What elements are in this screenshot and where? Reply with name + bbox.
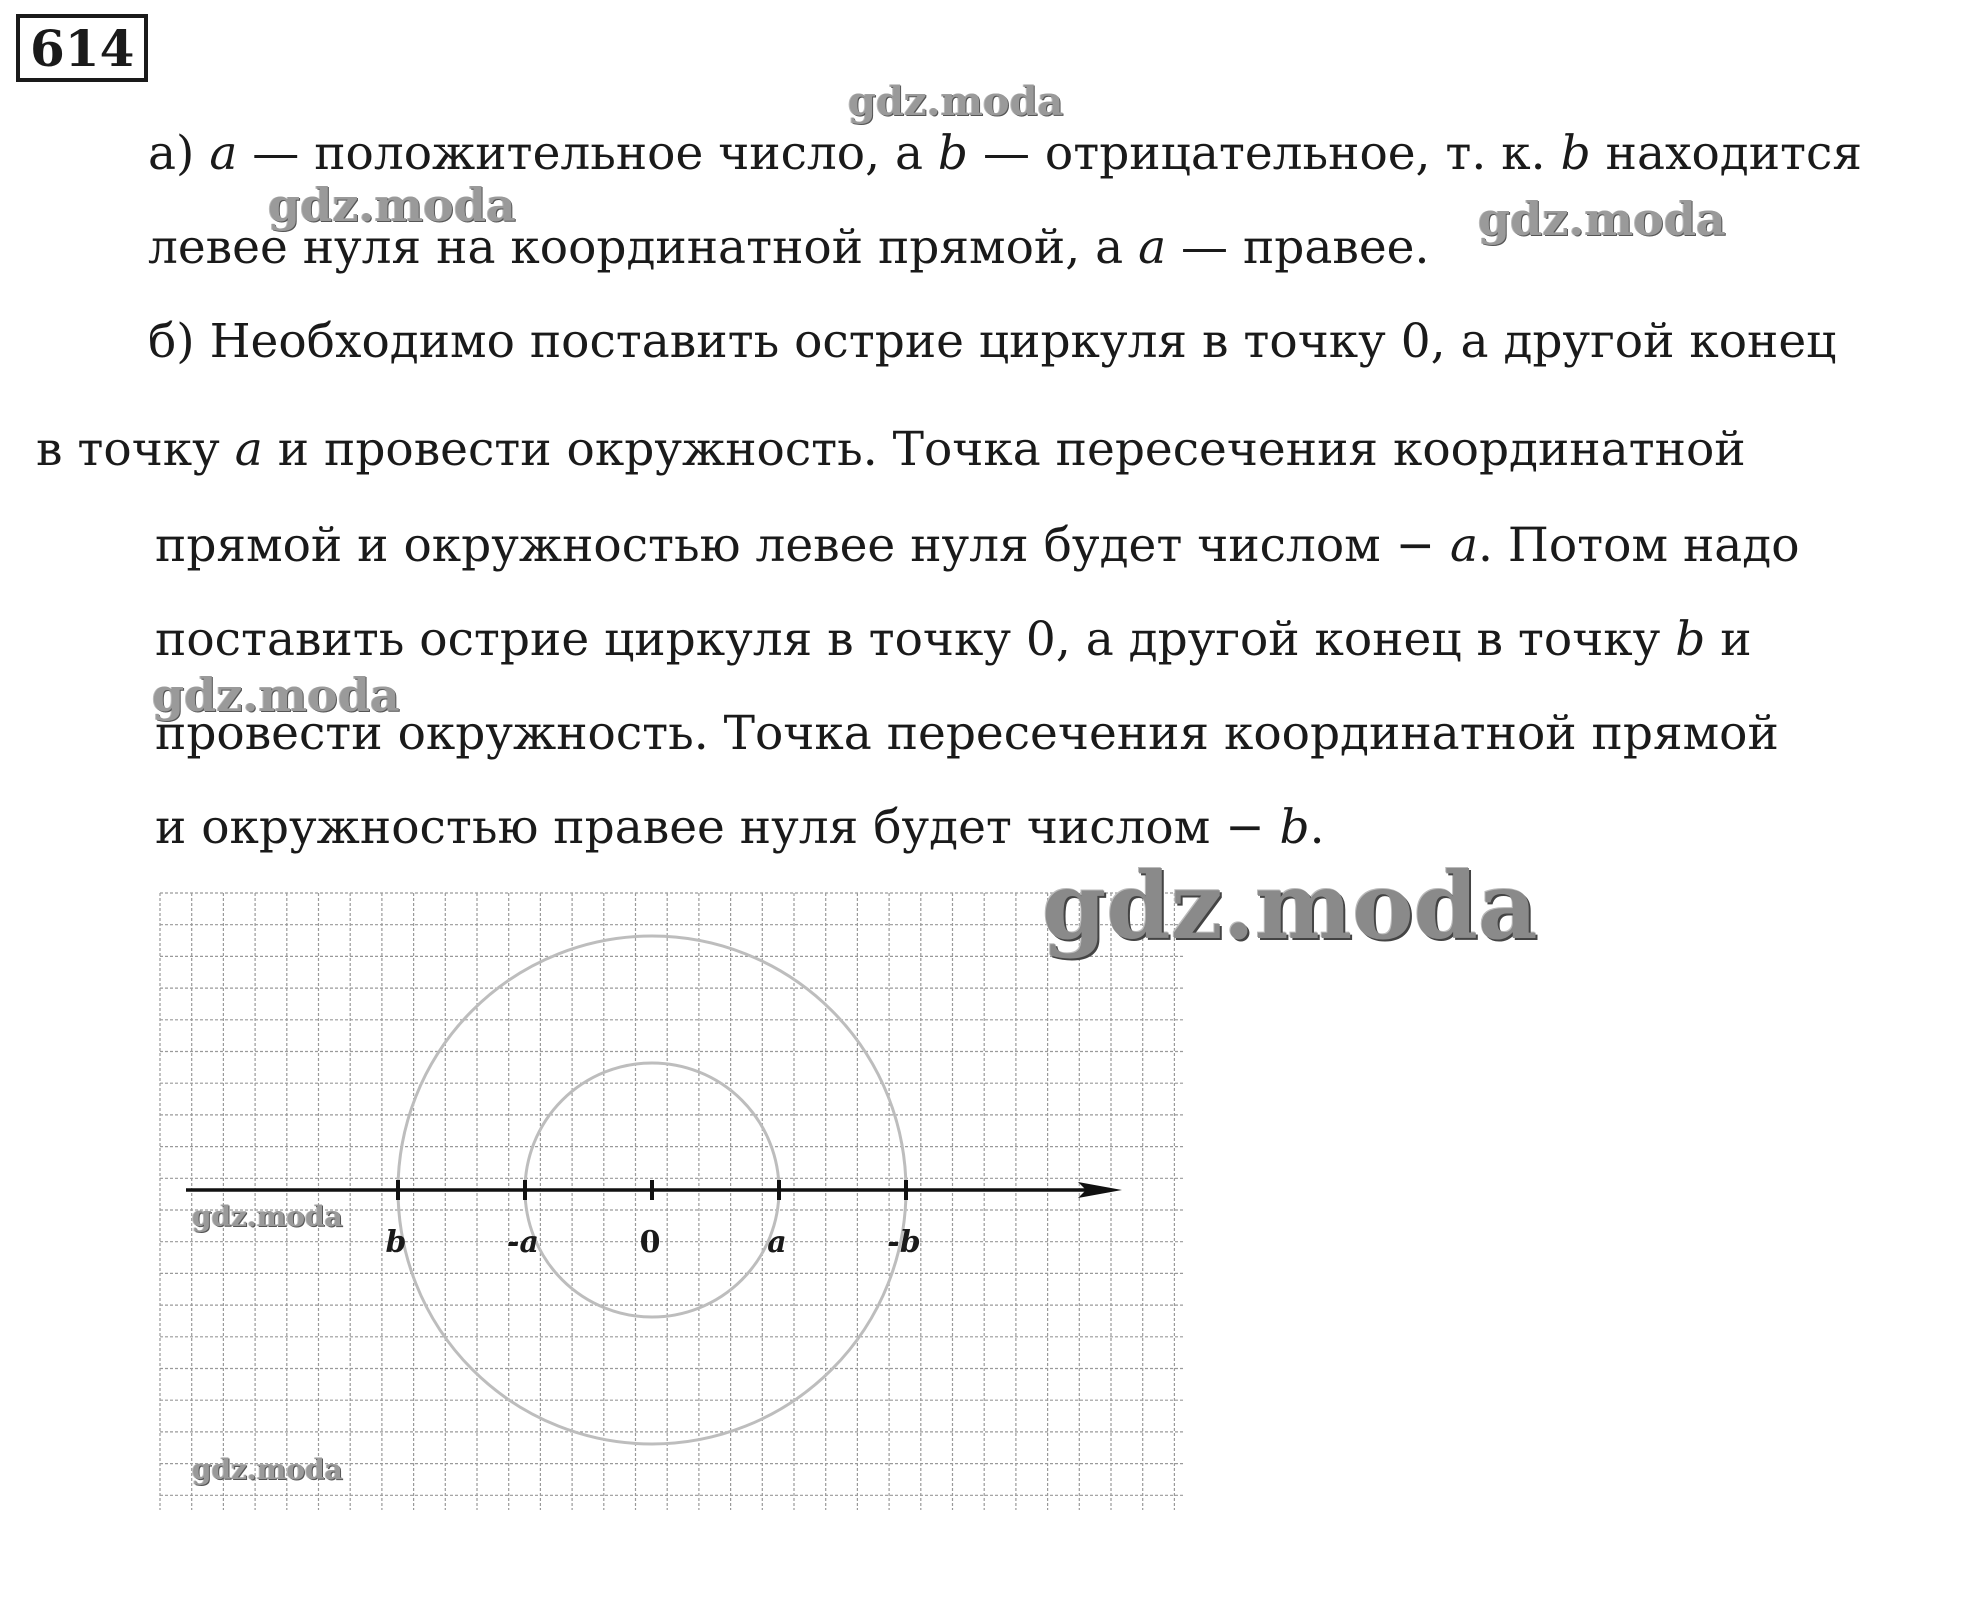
variable-a: a bbox=[234, 422, 263, 477]
variable-b: b bbox=[1560, 126, 1591, 181]
text-span: поставить острие циркуля в точку 0, а другой конец в точку bbox=[155, 612, 1676, 667]
variable-a: a bbox=[1138, 220, 1167, 275]
point-label: 0 bbox=[639, 1225, 661, 1260]
problem-number: 614 bbox=[16, 14, 148, 82]
watermark: gdz.moda bbox=[192, 1453, 343, 1486]
text-span: левее нуля на координатной прямой, а bbox=[148, 220, 1139, 275]
text-span: б) Необходимо поставить острие циркуля в точку 0, а другой конец bbox=[148, 314, 1837, 369]
text-span: . bbox=[1309, 800, 1325, 855]
text-span: — положительное число, а bbox=[237, 126, 938, 181]
point-labels bbox=[386, 1225, 921, 1260]
text-span: — правее. bbox=[1166, 220, 1430, 275]
text-span: — отрицательное, т. к. bbox=[968, 126, 1561, 181]
number-line bbox=[186, 1180, 1122, 1200]
point-label: -a bbox=[507, 1225, 539, 1260]
text-span: и окружностью правее нуля будет числом − bbox=[155, 800, 1280, 855]
text-span: а) bbox=[148, 126, 210, 181]
text-span: и провести окружность. Точка пересечения координатной bbox=[262, 422, 1746, 477]
text-span: и bbox=[1705, 612, 1752, 667]
watermark: gdz.moda bbox=[1478, 192, 1726, 246]
watermark: gdz.moda bbox=[192, 1200, 343, 1233]
watermark: gdz.moda bbox=[152, 668, 400, 722]
point-label: a bbox=[767, 1225, 787, 1260]
text-span: прямой и окружностью левее нуля будет числом − bbox=[155, 518, 1450, 573]
variable-b: b bbox=[937, 126, 969, 181]
text-span: находится bbox=[1590, 126, 1863, 181]
point-label: b bbox=[385, 1225, 407, 1260]
point-label: -b bbox=[887, 1225, 921, 1260]
text-span: в точку bbox=[36, 422, 235, 477]
watermark: gdz.moda bbox=[268, 178, 516, 232]
watermark: gdz.moda bbox=[848, 78, 1064, 125]
variable-b: b bbox=[1675, 612, 1706, 667]
variable-a: a bbox=[209, 126, 238, 181]
text-span: . Потом надо bbox=[1478, 518, 1800, 573]
text-span: провести окружность. Точка пересечения координатной прямой bbox=[155, 706, 1779, 761]
variable-b: b bbox=[1279, 800, 1310, 855]
watermark: gdz.moda bbox=[1042, 852, 1538, 960]
variable-a: a bbox=[1449, 518, 1478, 573]
